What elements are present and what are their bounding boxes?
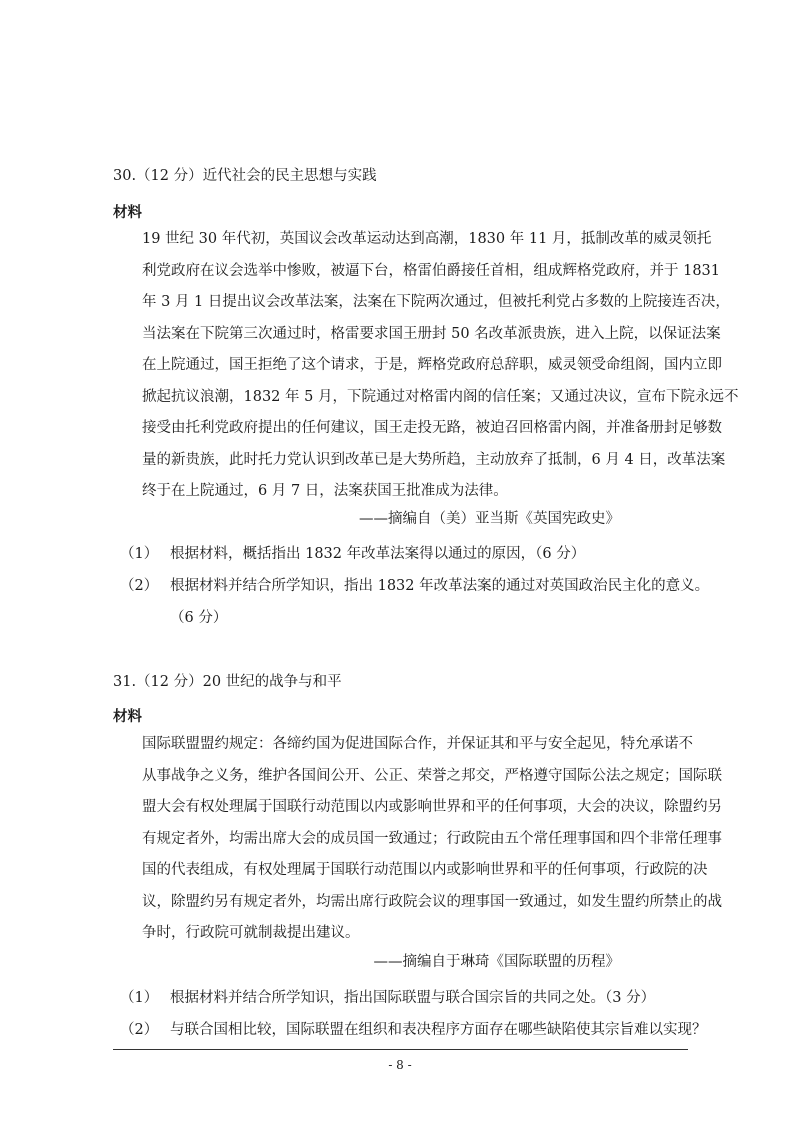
sub-question-text: 根据材料并结合所学知识，指出国际联盟与联合国宗旨的共同之处。（3 分）: [170, 990, 656, 1006]
material-line: 从事战争之义务，维护各国间公开、公正、荣誉之邦交，严格遵守国际公法之规定；国际联: [142, 767, 722, 784]
question-31-material-text: [113, 729, 722, 950]
sub-question-number: （1）: [120, 546, 159, 562]
sub-question-number: （2）: [120, 1022, 159, 1038]
question-30-title: 30.（12 分）近代社会的民主思想与实践: [113, 168, 377, 184]
question-31-sub-2: [120, 1020, 707, 1040]
material-line: 当法案在下院第三次通过时，格雷要求国王册封 50 名改革派贵族，进入上院，以保证法案: [142, 325, 721, 342]
material-line: 19 世纪 30 年代初，英国议会改革运动达到高潮，1830 年 11 月，抵制改革的威灵领托: [142, 231, 712, 247]
material-line: 盟大会有权处理属于国联行动范围以内或影响世界和平的任何事项，大会的决议，除盟约另: [142, 799, 722, 815]
material-line: 有规定者外，均需出席大会的成员国一致通过；行政院由五个常任理事国和四个非常任理事: [142, 830, 722, 847]
material-line: 年 3 月 1 日提出议会改革法案，法案在下院两次通过，但被托利党占多数的上院接连否决，: [142, 294, 730, 310]
question-30-sub-1: [120, 544, 585, 564]
question-30-material-text: [113, 224, 739, 508]
sub-question-text: 与联合国相比较，国际联盟在组织和表决程序方面存在哪些缺陷使其宗旨难以实现？: [170, 1022, 707, 1038]
question-31-material-label: 材料: [113, 708, 142, 725]
question-30-sub-2-points: （6 分）: [170, 610, 228, 626]
page-number: - 8 -: [388, 1058, 412, 1072]
material-line: 终于在上院通过，6 月 7 日，法案获国王批准成为法律。: [142, 483, 508, 499]
material-line: 掀起抗议浪潮，1832 年 5 月，下院通过对格雷内阁的信任案；又通过决议，宣布下院永远不: [142, 388, 739, 405]
question-30-sub-2: [120, 576, 709, 596]
question-31-title: 31.（12 分）20 世纪的战争与和平: [113, 674, 342, 690]
material-line: 量的新贵族，此时托力党认识到改革已是大势所趋，主动放弃了抵制，6 月 4 日，改革法案: [142, 451, 726, 468]
material-line: 议，除盟约另有规定者外，均需出席行政院会议的理事国一致通过，如发生盟约所禁止的战: [142, 893, 722, 910]
sub-question-number: （2）: [120, 578, 159, 594]
footer-divider: [113, 1049, 688, 1050]
question-31-sub-1: [120, 988, 655, 1008]
sub-question-text: 根据材料，概括指出 1832 年改革法案得以通过的原因，（6 分）: [170, 546, 586, 562]
material-line: 争时，行政院可就制裁提出建议。: [142, 925, 360, 941]
material-line: 接受由托利党政府提出的任何建议，国王走投无路，被迫召回格雷内阁，并准备册封足够数: [142, 420, 722, 436]
material-line: 国的代表组成，有权处理属于国联行动范围以内或影响世界和平的任何事项，行政院的决: [142, 862, 708, 878]
sub-question-number: （1）: [120, 990, 159, 1006]
question-31-source: ——摘编自于琳琦《国际联盟的历程》: [373, 954, 620, 970]
material-line: 国际联盟盟约规定：各缔约国为促进国际合作，并保证其和平与安全起见，特允承诺不: [142, 736, 693, 752]
sub-question-text: 根据材料并结合所学知识，指出 1832 年改革法案的通过对英国政治民主化的意义。: [170, 578, 710, 594]
material-line: 利党政府在议会选举中惨败，被逼下台，格雷伯爵接任首相，组成辉格党政府，并于 1831: [142, 262, 721, 279]
material-line: 在上院通过，国王拒绝了这个请求，于是，辉格党政府总辞职，威灵领受命组阁，国内立即: [142, 357, 722, 373]
question-30-source: ——摘编自（美）亚当斯《英国宪政史》: [359, 511, 620, 527]
question-30-material-label: 材料: [113, 204, 142, 221]
